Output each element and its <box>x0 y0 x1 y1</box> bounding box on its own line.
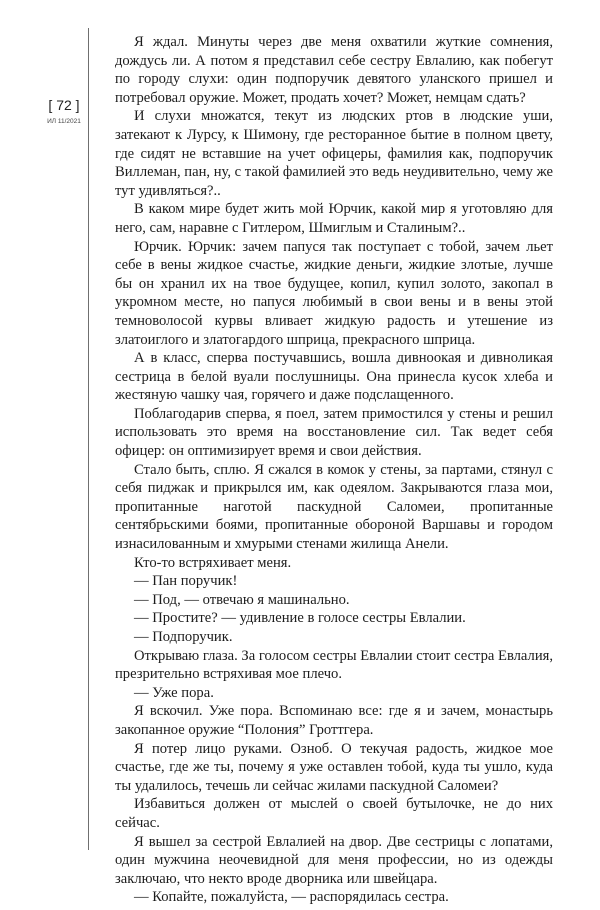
paragraph: В каком мире будет жить мой Юрчик, какой мир я уготовляю для него, сам, наравне с Гитлером, Шмиглым и Сталиным?.. <box>115 201 553 236</box>
paragraph: Юрчик. Юрчик: зачем папуся так поступает с тобой, зачем льет себе в вены жидкое счастье, жидкие деньги, жидкие злотые, лучше бы он хранил их на твое будущее, копил, купил золото, закопал в укромном месте, но папуся любимый в свои вены и в вены этой темноволосой курвы вливает жидкую радость и утешение из златоиглого и златогардого шприца, прекрасного шприца. <box>115 238 553 348</box>
paragraph: Кто-то встряхивает меня. <box>134 554 292 571</box>
paragraph: Я вскочил. Уже пора. Вспоминаю все: где я и зачем, монастырь закопанное оружие “Полония” Гроттгера. <box>115 703 553 738</box>
paragraph: Я потер лицо руками. Озноб. О текучая радость, жидкое мое счастье, где же ты, почему я уже оставлен тобой, куда ты ушло, куда ты удалилось, течешь ли сейчас жилами паскудной Саломеи? <box>115 740 553 794</box>
paragraph: Я вышел за сестрой Евлалией на двор. Две сестрицы с лопатами, один мужчина неочевидной для меня профессии, но из одежды заключаю, что некто вроде дворника или швейцара. <box>115 833 553 887</box>
paragraph: И слухи множатся, текут из людских ртов в людские уши, затекают к Лурсу, к Шимону, где ресторанное бытие в полном цвету, где сидят не вставшие на учет офицеры, фамилия как, подпоручик Виллеман, пан, ну, с такой фамилией это ведь неудивительно, чему же тут удивляться?.. <box>115 108 553 199</box>
margin-rule <box>88 28 89 850</box>
dialogue-line: — Под, — отвечаю я машинально. <box>134 591 350 608</box>
dialogue-line: — Простите? — удивление в голосе сестры Евлалии. <box>134 610 466 627</box>
paragraph: Открываю глаза. За голосом сестры Евлалии стоит сестра Евлалия, презрительно встряхивая мое плечо. <box>115 647 553 683</box>
paragraph: Я ждал. Минуты через две меня охватили жуткие сомнения, дождусь ли. А потом я представил себе сестру Евлалию, как побегут по городу слухи: один подпоручик девятого уланского пришел и потребовал оружие. Может, продать хочет? Может, немцам сдать? <box>115 34 553 106</box>
dialogue-line: — Копайте, пожалуйста, — распорядилась сестра. <box>134 889 449 906</box>
dialogue-line: — Уже пора. <box>134 684 214 701</box>
paragraph: А в класс, сперва постучавшись, вошла дивноокая и дивноликая сестрица в белой вуали послушницы. Она принесла кусок хлеба и жестяную чашку чая, горячего и даже подслащенного. <box>115 350 553 404</box>
paragraph: Поблагодарив сперва, я поел, затем примостился у стены и решил использовать это время на восстановление сил. Так ведет себя офицер: он оптимизирует время и свои действия. <box>115 405 553 460</box>
journal-issue-label: ИЛ 11/2021 <box>47 118 81 125</box>
paragraph: Избавиться должен от мыслей о своей бутылочке, не до них сейчас. <box>115 796 553 831</box>
dialogue-line: — Подпоручик. <box>134 629 233 645</box>
paragraph: Стало быть, сплю. Я сжался в комок у стены, за партами, стянул с себя пиджак и прикрылся им, как одеялом. Закрываются глаза мои, пропитанные наготой паскудной Саломеи, пропитанные сентябрьскими боями, пропитанные обороной Варшавы и городом изнасилованным и хмурыми стенами жилища Анели. <box>115 461 553 553</box>
body-text <box>115 33 553 907</box>
page-number: [ 72 ] <box>48 97 80 113</box>
dialogue-line: — Пан поручик! <box>134 573 238 590</box>
